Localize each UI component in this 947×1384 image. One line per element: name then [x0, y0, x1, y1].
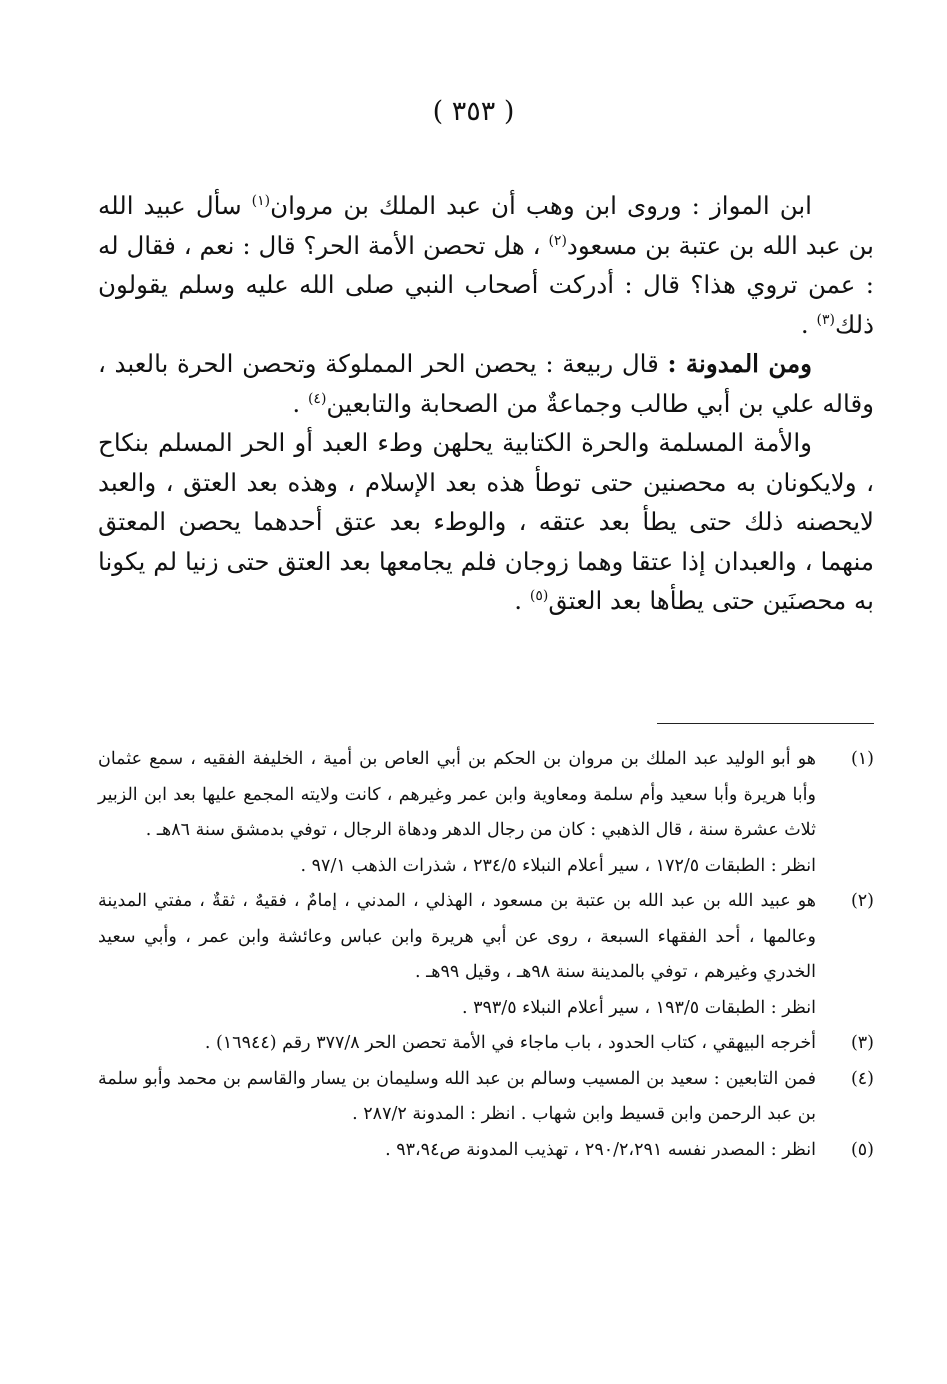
footnote-ref-1[interactable]: (١): [251, 192, 271, 209]
footnote-ref-5[interactable]: (٥): [529, 587, 549, 604]
footnote-body: [98, 1133, 816, 1169]
footnote-number: (٥): [850, 1139, 874, 1160]
paragraph-3: [98, 423, 874, 621]
page-number: ( ٣٥٣ ): [432, 96, 515, 127]
footnote-body: [98, 742, 816, 884]
footnote-2: [98, 884, 874, 1026]
footnote-reference-line: انظر : الطبقات ١٩٣/٥ ، سير أعلام النبلاء ٣٩٣/٥ .: [461, 997, 816, 1018]
footnote-text: انظر : المصدر نفسه ٢٩٠/٢،٢٩١ ، تهذيب المدونة ص٩٣،٩٤ .: [385, 1139, 816, 1160]
footnote-ref-2[interactable]: (٢): [548, 232, 567, 249]
paragraph-2-lead: ومن المدونة :: [667, 349, 812, 378]
footnote-text: فمن التابعين : سعيد بن المسيب وسالم بن عبد الله وسليمان بن يسار والقاسم بن محمد وأبو سلمة بن عبد الرحمن وابن قسيط وابن شهاب . انظر : المدونة ٢٨٧/٢ .: [98, 1068, 816, 1124]
footnote-number: (٤): [850, 1068, 874, 1089]
footnote-number: (٢): [850, 891, 874, 911]
paragraph-2: [98, 344, 874, 423]
paragraph-3-text-b: .: [514, 586, 530, 615]
main-text: [98, 186, 874, 621]
footnote-5: [98, 1133, 874, 1169]
paragraph-1-text-d: .: [800, 309, 817, 339]
footnote-ref-3[interactable]: (٣): [816, 311, 835, 328]
footnote-text: هو أبو الوليد عبد الملك بن مروان بن الحكم بن أبي العاص بن أمية ، الخليفة الفقيه ، سمع عثمان وأبا هريرة وأبا سعيد وأم سلمة ومعاوية وابن عمر وغيرهم ، كانت ولايته المجمع عليها بعد ابن الزبير ثلاث عشرة سنة ، قال الذهبي : كان من رجال الدهر ودهاة الرجال ، توفي بدمشق سنة ٨٦هـ .: [98, 749, 816, 840]
paragraph-2-text-a: قال ربيعة : يحصن الحر المملوكة وتحصن الحرة بالعبد ، وقاله علي بن أبي طالب وجماعةٌ من الصحابة والتابعين: [98, 349, 874, 418]
paragraph-1: [98, 186, 874, 344]
footnote-ref-4[interactable]: (٤): [307, 390, 327, 407]
footnote-number: (١): [850, 749, 874, 769]
paragraph-1-text-c: ، هل تحصن الأمة الحر؟ قال : نعم ، فقال له : عمن تروي هذا؟ قال : أدركت أصحاب النبي صلى الله عليه وسلم يقولون ذلك: [98, 230, 874, 339]
paragraph-1-text-b: سأل عبيد الله بن عبد الله بن عتبة بن مسعود: [98, 191, 874, 260]
footnote-divider: [657, 723, 874, 724]
footnote-body: [98, 1062, 816, 1133]
footnote-body: [98, 1026, 816, 1062]
footnote-text: هو عبيد الله بن عبد الله بن عتبة بن مسعود ، الهذلي ، المدني ، إمامٌ ، فقيهٌ ، ثقةٌ ، مفتي المدينة وعالمها ، أحد الفقهاء السبعة ، روى عن أبي هريرة وابن عباس وعائشة وابن عمر ، وأبي سعيد الخدري وغيرهم ، توفي بالمدينة سنة ٩٨هـ ، وقيل ٩٩هـ .: [98, 891, 816, 982]
paragraph-1-text-a: ابن المواز : وروى ابن وهب أن عبد الملك بن مروان: [270, 191, 812, 220]
paragraph-3-text-a: والأمة المسلمة والحرة الكتابية يحلهن وطء العبد أو الحر المسلم بنكاح ، ولايكونان به محصنين حتى توطأ هذه بعد الإسلام ، وهذه بعد العتق ، والعبد لايحصنه ذلك حتى يطأ بعد عتقه ، والوطء بعد عتق أحدهما يحصن المعتق منهما ، والعبدان إذا عتقا وهما زوجان فلم يجامعها بعد العتق حتى زنيا لم يكونا به محصنَين حتى يطأها بعد العتق: [98, 428, 874, 615]
footnotes: [98, 742, 874, 1168]
footnote-4: [98, 1062, 874, 1133]
footnote-1: [98, 742, 874, 884]
paragraph-2-text-b: .: [292, 388, 308, 418]
footnote-3: [98, 1026, 874, 1062]
footnote-number: (٣): [850, 1033, 874, 1053]
footnote-body: [98, 884, 816, 1026]
footnote-text: أخرجه البيهقي ، كتاب الحدود ، باب ماجاء في الأمة تحصن الحر ٣٧٧/٨ رقم (١٦٩٤٤) .: [204, 1033, 816, 1053]
footnote-reference-line: انظر : الطبقات ١٧٢/٥ ، سير أعلام النبلاء ٢٣٤/٥ ، شذرات الذهب ٩٧/١ .: [300, 855, 816, 876]
